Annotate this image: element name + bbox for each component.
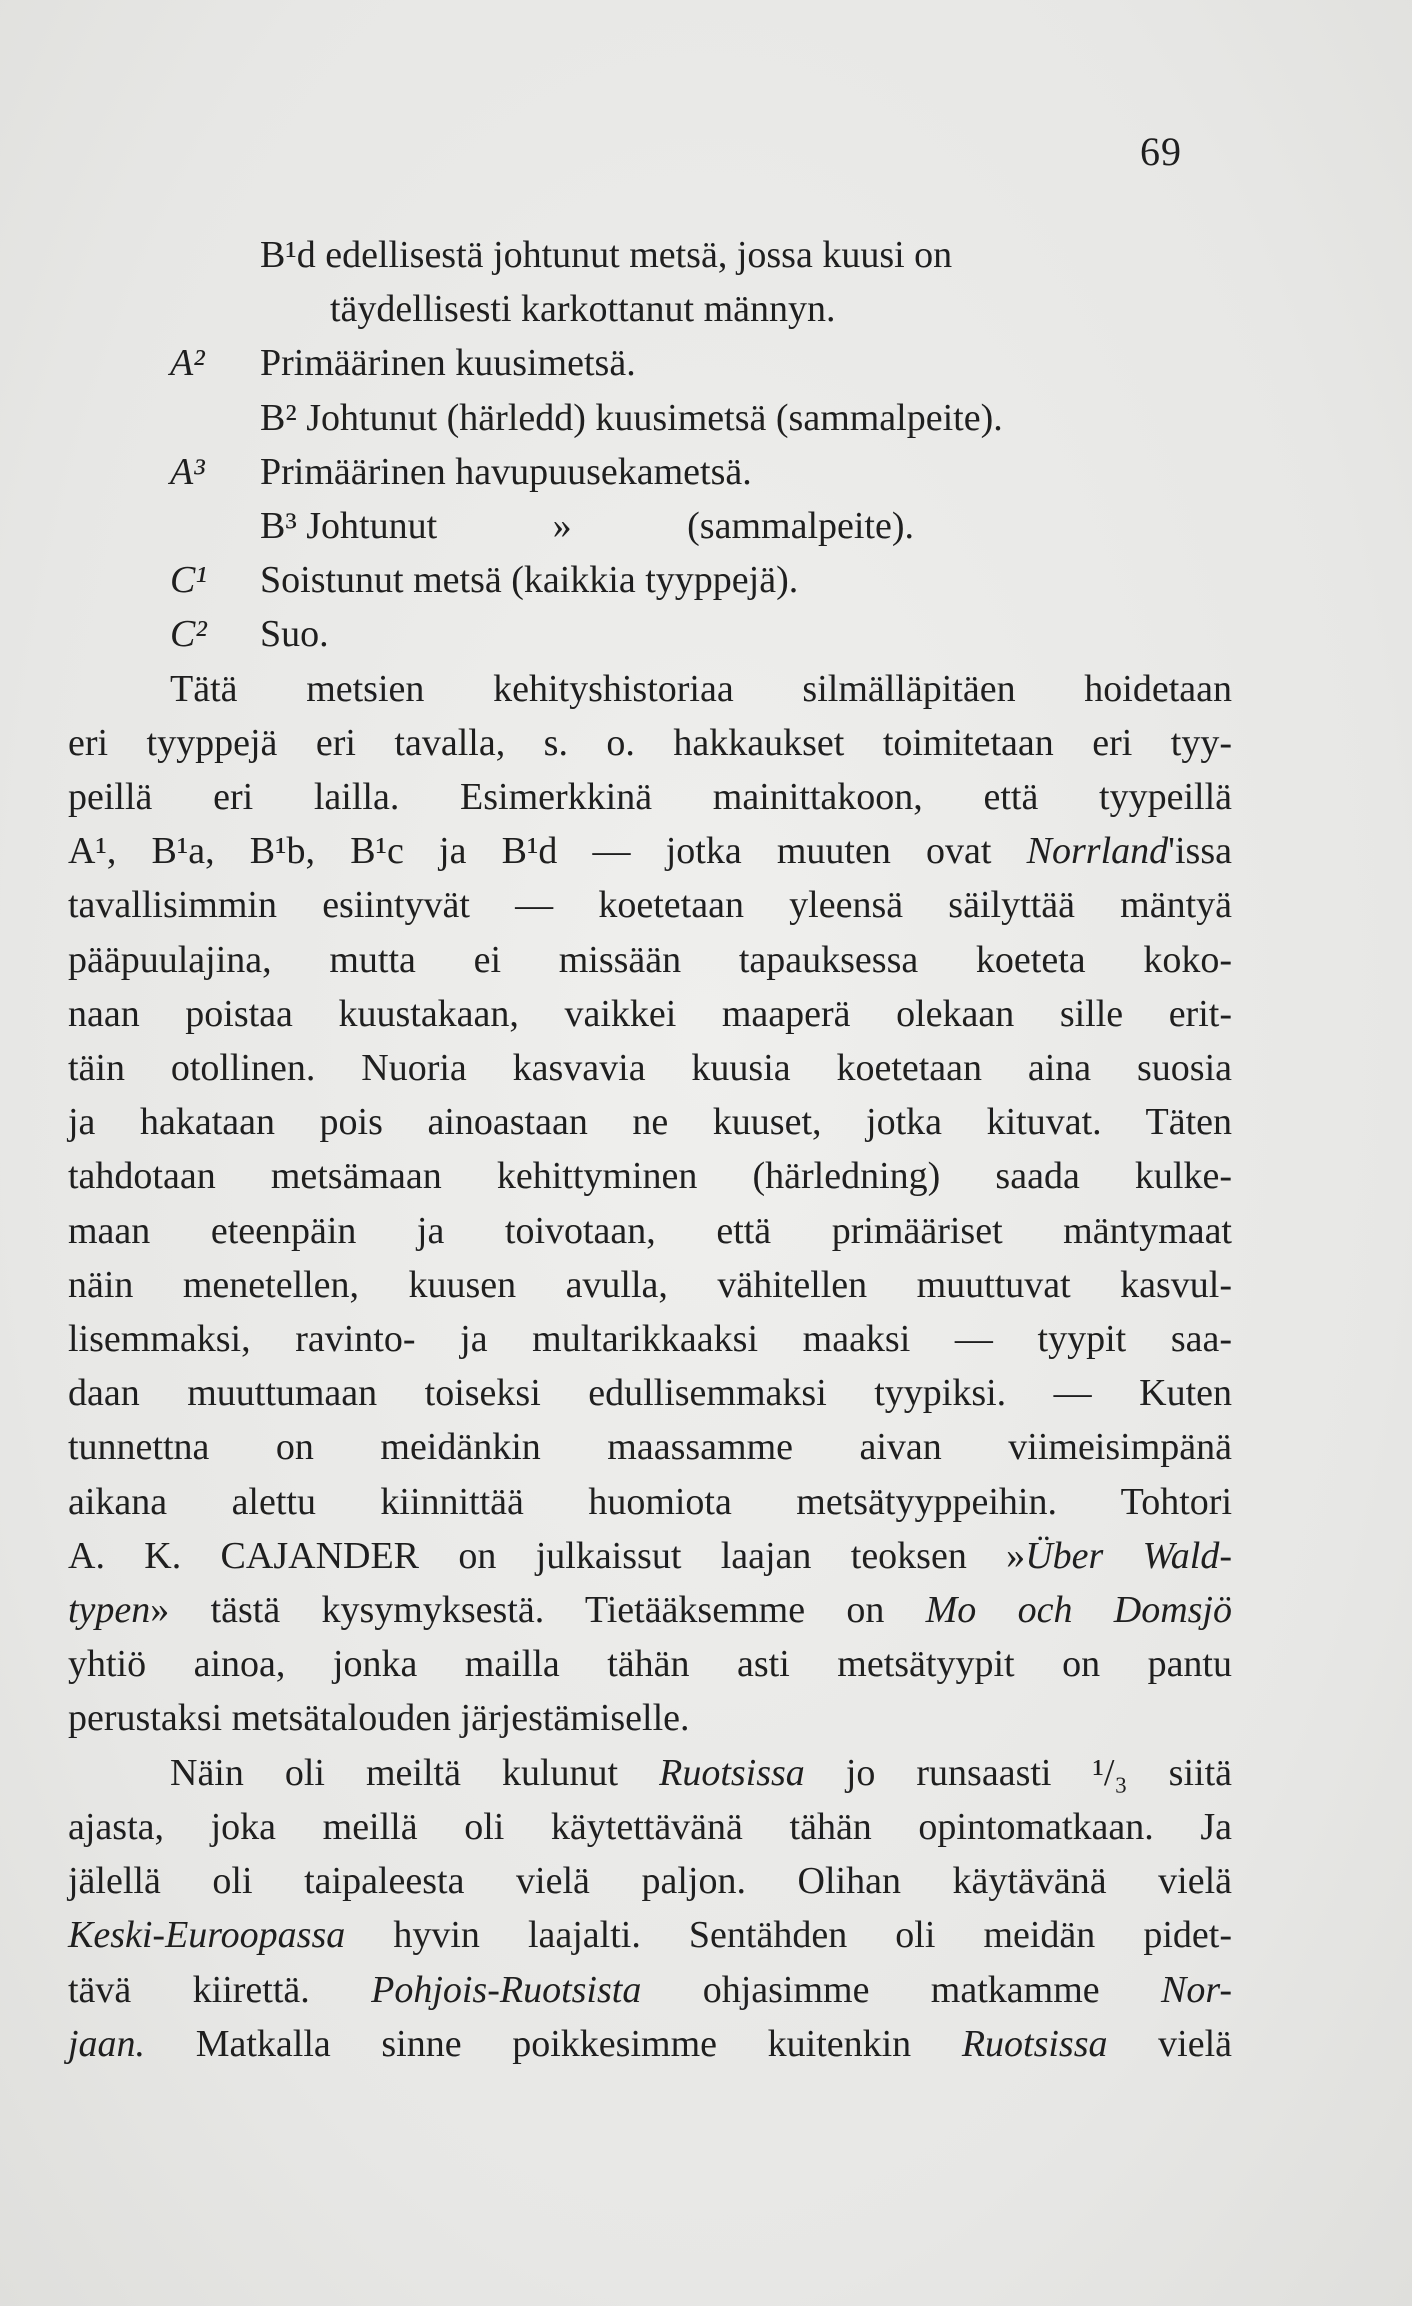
text-line [68, 2017, 1232, 2071]
forest-type-list [68, 228, 1232, 662]
list-text: Soistunut metsä (kaikkia tyyppejä). [260, 559, 799, 602]
page-number: 69 [1140, 129, 1182, 174]
text-segment: ohjasimme matkamme [702, 1968, 1100, 2011]
text-segment: A¹, B¹a, B¹b, B¹c ja B¹d — jotka muuten ovat [68, 830, 992, 873]
list-label: B² [260, 396, 297, 439]
text-line: tavallisimmin esiintyvät — koetetaan yleensä säilyttää mäntyä [68, 884, 1232, 927]
text-line: tunnettna on meidänkin maassamme aivan viimeisimpänä [68, 1426, 1232, 1469]
text-line: Tätä metsien kehityshistoriaa silmälläpitäen hoidetaan [170, 667, 1232, 710]
company-name: Mo och Domsjö [925, 1589, 1232, 1632]
text-line: lisemmaksi, ravinto- ja multarikkaaksi maaksi — tyypit saa- [68, 1318, 1232, 1361]
list-item-c2 [68, 607, 1232, 661]
text-line: täin otollinen. Nuoria kasvavia kuusia koetetaan aina suosia [68, 1047, 1232, 1090]
text-segment: Näin oli meiltä kulunut [170, 1751, 619, 1794]
paragraph-1 [68, 662, 1232, 1746]
page-content [68, 228, 1232, 2071]
text-line: pääpuulajina, mutta ei missään tapauksessa koeteta koko- [68, 938, 1232, 981]
text-segment: vielä [1158, 2022, 1233, 2065]
list-label: B³ [260, 505, 297, 548]
place-name: jaan. [68, 2022, 146, 2065]
text-line: yhtiö ainoa, jonka mailla tähän asti metsätyypit on pantu [68, 1643, 1232, 1686]
text-line: tahdotaan metsämaan kehittyminen (härledning) saada kulke- [68, 1155, 1232, 1198]
list-text: Suo. [260, 613, 329, 656]
text-line: jälellä oli taipaleesta vielä paljon. Olihan käytävänä vielä [68, 1860, 1232, 1903]
italic-segment: Norrland [1026, 830, 1169, 873]
text-line: ja hakataan pois ainoastaan ne kuuset, jotka kituvat. Täten [68, 1101, 1232, 1144]
text-segment: A. K. CAJANDER on julkaissut laajan teoksen » [68, 1534, 1026, 1577]
text-line: daan muuttumaan toiseksi edullisemmaksi tyypiksi. — Kuten [68, 1372, 1232, 1415]
text-line [68, 824, 1232, 878]
list-item-b2 [68, 391, 1232, 445]
text-line: maan eteenpäin ja toivotaan, että primääriset mäntymaat [68, 1209, 1232, 1252]
text-line: eri tyyppejä eri tavalla, s. o. hakkaukset toimitetaan eri tyy- [68, 721, 1232, 764]
text-line [68, 1583, 1232, 1637]
list-text: edellisestä johtunut metsä, jossa kuusi on [325, 234, 953, 276]
place-name: Pohjois-Ruotsista [371, 1968, 642, 2011]
text-line: naan poistaa kuustakaan, vaikkei maaperä olekaan sille erit- [68, 992, 1232, 1035]
list-label: A³ [170, 450, 205, 493]
place-name [1027, 830, 1232, 872]
list-text: Johtunut (härledd) kuusimetsä (sammalpeite). [306, 396, 1003, 439]
text-segment: jo runsaasti ¹/₃ siitä [845, 1751, 1233, 1794]
book-title: Über Wald- [1025, 1534, 1232, 1577]
list-item-a3 [68, 445, 1232, 499]
list-item-c1 [68, 553, 1232, 607]
place-name: Ruotsissa [659, 1751, 805, 1794]
list-text: Johtunut [306, 505, 438, 548]
text-line [68, 1746, 1232, 1800]
list-item-b1d [68, 228, 1232, 282]
text-segment: » tästä kysymyksestä. Tietääksemme on [150, 1589, 885, 1632]
list-label: C¹ [170, 559, 207, 602]
text-line: peillä eri lailla. Esimerkkinä mainittakoon, että tyypeillä [68, 776, 1232, 819]
paragraph-2 [68, 1746, 1232, 2071]
text-segment: tävä kiirettä. [68, 1968, 310, 2011]
text-line [68, 1529, 1232, 1583]
text-line: perustaksi metsätalouden järjestämiselle. [68, 1697, 690, 1740]
text-line: aikana alettu kiinnittää huomiota metsätyyppeihin. Tohtori [68, 1480, 1232, 1523]
list-item-b1d-continuation: täydellisesti karkottanut männyn. [330, 288, 836, 331]
text-line [68, 1908, 1232, 1962]
place-name: Ruotsissa [961, 2022, 1108, 2065]
place-name: Keski-Euroopassa [68, 1914, 346, 1957]
text-line: ajasta, joka meillä oli käytettävänä tähän opintomatkaan. Ja [68, 1805, 1232, 1848]
text-line [68, 1963, 1232, 2017]
list-item-a2 [68, 336, 1232, 390]
list-label: C² [170, 613, 207, 656]
text-line: näin menetellen, kuusen avulla, vähitellen muuttuvat kasvul- [68, 1263, 1232, 1306]
text-segment: 'issa [1168, 830, 1232, 873]
list-text: Primäärinen kuusimetsä. [260, 342, 636, 385]
list-text: (sammalpeite). [687, 505, 915, 548]
place-name: Nor- [1160, 1968, 1232, 2011]
ditto-mark: » [552, 505, 572, 548]
list-text: Primäärinen havupuusekametsä. [260, 450, 752, 493]
list-item-b3 [68, 499, 1232, 553]
list-label: A² [170, 342, 205, 385]
text-segment: Matkalla sinne poikkesimme kuitenkin [195, 2022, 912, 2065]
book-title: typen [68, 1589, 151, 1632]
text-segment: hyvin laajalti. Sentähden oli meidän pidet- [393, 1914, 1232, 1957]
list-label: B¹d [260, 234, 316, 276]
